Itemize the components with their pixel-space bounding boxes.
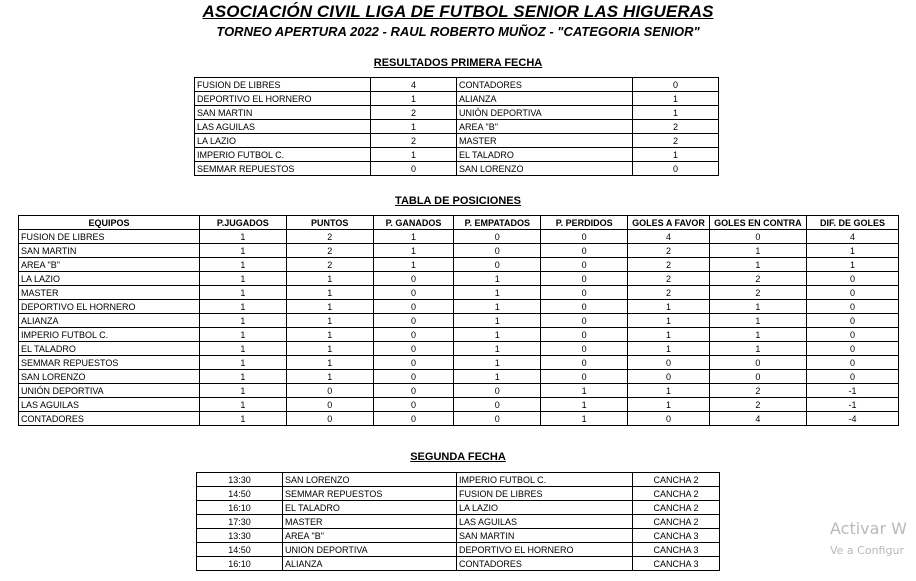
stat-cell: 1: [373, 244, 454, 258]
away-score-cell: 2: [633, 120, 719, 134]
kickoff-time-cell: 16:10: [197, 501, 283, 515]
stat-cell: 4: [628, 230, 710, 244]
stat-cell: 0: [373, 342, 454, 356]
home-team-cell: SEMMAR REPUESTOS: [283, 487, 457, 501]
watermark-activation-title: Activar W: [830, 519, 907, 538]
stat-cell: 0: [373, 384, 454, 398]
away-team-cell: SAN MARTIN: [457, 529, 633, 543]
stat-cell: 0: [806, 370, 898, 384]
stat-cell: 1: [199, 342, 286, 356]
kickoff-time-cell: 13:30: [197, 529, 283, 543]
standings-row: [19, 342, 899, 356]
results-row: [195, 120, 719, 134]
standings-row: [19, 244, 899, 258]
pitch-cell: CANCHA 2: [633, 473, 720, 487]
team-name-cell: FUSION DE LIBRES: [19, 230, 200, 244]
column-header: P. PERDIDOS: [541, 216, 628, 230]
standings-row: [19, 370, 899, 384]
stat-cell: 0: [541, 230, 628, 244]
home-team-cell: UNION DEPORTIVA: [283, 543, 457, 557]
stat-cell: 1: [628, 342, 710, 356]
stat-cell: 1: [286, 342, 373, 356]
home-team-cell: EL TALADRO: [283, 501, 457, 515]
stat-cell: 0: [373, 328, 454, 342]
stat-cell: 1: [199, 356, 286, 370]
home-team-cell: LAS AGUILAS: [195, 120, 371, 134]
stat-cell: 1: [286, 328, 373, 342]
fixture-row: [197, 501, 720, 515]
stat-cell: 0: [541, 272, 628, 286]
team-name-cell: DEPORTIVO EL HORNERO: [19, 300, 200, 314]
results-row: [195, 106, 719, 120]
home-team-cell: SAN LORENZO: [283, 473, 457, 487]
standings-header-row: [19, 216, 899, 230]
home-team-cell: SEMMAR REPUESTOS: [195, 162, 371, 176]
away-score-cell: 1: [633, 106, 719, 120]
away-team-cell: EL TALADRO: [457, 148, 633, 162]
stat-cell: 0: [454, 230, 541, 244]
pitch-cell: CANCHA 2: [633, 487, 720, 501]
away-score-cell: 0: [633, 78, 719, 92]
away-team-cell: LA LAZIO: [457, 501, 633, 515]
fixtures-table: [196, 472, 720, 571]
stat-cell: 1: [454, 342, 541, 356]
team-name-cell: MASTER: [19, 286, 200, 300]
away-team-cell: FUSION DE LIBRES: [457, 487, 633, 501]
stat-cell: 0: [373, 272, 454, 286]
stat-cell: 1: [199, 230, 286, 244]
stat-cell: 0: [628, 370, 710, 384]
stat-cell: 1: [199, 244, 286, 258]
stat-cell: 1: [709, 244, 806, 258]
stat-cell: 2: [286, 258, 373, 272]
stat-cell: 1: [709, 314, 806, 328]
fixtures-heading: SEGUNDA FECHA: [410, 451, 506, 463]
stat-cell: 0: [373, 412, 454, 426]
standings-row: [19, 384, 899, 398]
stat-cell: 0: [541, 286, 628, 300]
kickoff-time-cell: 14:50: [197, 487, 283, 501]
stat-cell: 1: [286, 272, 373, 286]
stat-cell: 0: [806, 328, 898, 342]
team-name-cell: SEMMAR REPUESTOS: [19, 356, 200, 370]
stat-cell: 1: [541, 384, 628, 398]
stat-cell: 0: [541, 314, 628, 328]
stat-cell: 2: [709, 272, 806, 286]
standings-row: [19, 412, 899, 426]
home-team-cell: DEPORTIVO EL HORNERO: [195, 92, 371, 106]
home-score-cell: 2: [371, 106, 457, 120]
home-score-cell: 0: [371, 162, 457, 176]
stat-cell: 1: [709, 342, 806, 356]
stat-cell: 1: [454, 286, 541, 300]
away-score-cell: 1: [633, 148, 719, 162]
standings-heading: TABLA DE POSICIONES: [395, 195, 521, 207]
standings-row: [19, 272, 899, 286]
stat-cell: 0: [373, 300, 454, 314]
stat-cell: 1: [628, 398, 710, 412]
team-name-cell: AREA "B": [19, 258, 200, 272]
results-row: [195, 134, 719, 148]
fixture-row: [197, 473, 720, 487]
stat-cell: 4: [806, 230, 898, 244]
stat-cell: 1: [806, 258, 898, 272]
team-name-cell: CONTADORES: [19, 412, 200, 426]
standings-row: [19, 328, 899, 342]
stat-cell: 0: [806, 342, 898, 356]
stat-cell: 0: [286, 384, 373, 398]
stat-cell: 0: [541, 300, 628, 314]
team-name-cell: EL TALADRO: [19, 342, 200, 356]
column-header: DIF. DE GOLES: [806, 216, 898, 230]
home-score-cell: 1: [371, 148, 457, 162]
away-team-cell: LAS AGUILAS: [457, 515, 633, 529]
standings-row: [19, 230, 899, 244]
stat-cell: 1: [628, 328, 710, 342]
stat-cell: 0: [541, 356, 628, 370]
pitch-cell: CANCHA 3: [633, 529, 720, 543]
stat-cell: 1: [286, 286, 373, 300]
stat-cell: 0: [628, 412, 710, 426]
home-team-cell: AREA "B": [283, 529, 457, 543]
stat-cell: 2: [709, 384, 806, 398]
stat-cell: 1: [286, 370, 373, 384]
results-row: [195, 78, 719, 92]
stat-cell: 1: [709, 328, 806, 342]
stat-cell: 1: [286, 314, 373, 328]
stat-cell: 1: [628, 300, 710, 314]
kickoff-time-cell: 17:30: [197, 515, 283, 529]
home-score-cell: 1: [371, 120, 457, 134]
team-name-cell: IMPERIO FUTBOL C.: [19, 328, 200, 342]
column-header: GOLES A FAVOR: [628, 216, 710, 230]
column-header: EQUIPOS: [19, 216, 200, 230]
away-team-cell: CONTADORES: [457, 557, 633, 571]
stat-cell: 4: [709, 412, 806, 426]
stat-cell: 1: [199, 314, 286, 328]
fixture-row: [197, 543, 720, 557]
stat-cell: 2: [628, 272, 710, 286]
away-score-cell: 2: [633, 134, 719, 148]
stat-cell: 1: [454, 328, 541, 342]
stat-cell: 0: [454, 244, 541, 258]
stat-cell: 0: [709, 230, 806, 244]
away-team-cell: MASTER: [457, 134, 633, 148]
team-name-cell: LA LAZIO: [19, 272, 200, 286]
column-header: P.JUGADOS: [199, 216, 286, 230]
stat-cell: 0: [454, 398, 541, 412]
away-team-cell: DEPORTIVO EL HORNERO: [457, 543, 633, 557]
stat-cell: 0: [709, 370, 806, 384]
stat-cell: 1: [541, 412, 628, 426]
home-team-cell: IMPERIO FUTBOL C.: [195, 148, 371, 162]
standings-row: [19, 314, 899, 328]
stat-cell: 0: [454, 258, 541, 272]
stat-cell: 1: [628, 314, 710, 328]
away-team-cell: AREA "B": [457, 120, 633, 134]
pitch-cell: CANCHA 2: [633, 515, 720, 529]
stat-cell: 1: [541, 398, 628, 412]
stat-cell: 1: [199, 384, 286, 398]
column-header: GOLES EN CONTRA: [709, 216, 806, 230]
stat-cell: 1: [199, 398, 286, 412]
standings-row: [19, 286, 899, 300]
stat-cell: 0: [373, 370, 454, 384]
standings-row: [19, 398, 899, 412]
away-score-cell: 0: [633, 162, 719, 176]
away-team-cell: ALIANZA: [457, 92, 633, 106]
stat-cell: 1: [199, 300, 286, 314]
results-row: [195, 148, 719, 162]
stat-cell: 1: [454, 314, 541, 328]
results-row: [195, 162, 719, 176]
standings-row: [19, 356, 899, 370]
stat-cell: 1: [373, 230, 454, 244]
stat-cell: -4: [806, 412, 898, 426]
stat-cell: -1: [806, 398, 898, 412]
away-team-cell: UNIÓN DEPORTIVA: [457, 106, 633, 120]
home-team-cell: MASTER: [283, 515, 457, 529]
away-team-cell: SAN LORENZO: [457, 162, 633, 176]
fixture-row: [197, 487, 720, 501]
standings-table: [18, 215, 899, 426]
column-header: P. EMPATADOS: [454, 216, 541, 230]
stat-cell: 0: [541, 342, 628, 356]
stat-cell: 0: [373, 314, 454, 328]
pitch-cell: CANCHA 2: [633, 501, 720, 515]
stat-cell: 0: [806, 314, 898, 328]
stat-cell: 1: [199, 272, 286, 286]
stat-cell: -1: [806, 384, 898, 398]
stat-cell: 2: [286, 230, 373, 244]
stat-cell: 1: [709, 300, 806, 314]
stat-cell: 1: [199, 328, 286, 342]
stat-cell: 0: [454, 412, 541, 426]
page-title: ASOCIACIÓN CIVIL LIGA DE FUTBOL SENIOR LAS HIGUERAS: [202, 2, 714, 21]
pitch-cell: CANCHA 3: [633, 557, 720, 571]
stat-cell: 0: [373, 398, 454, 412]
stat-cell: 0: [454, 384, 541, 398]
team-name-cell: LAS AGUILAS: [19, 398, 200, 412]
stat-cell: 1: [286, 300, 373, 314]
away-team-cell: CONTADORES: [457, 78, 633, 92]
stat-cell: 2: [628, 258, 710, 272]
stat-cell: 0: [541, 328, 628, 342]
pitch-cell: CANCHA 3: [633, 543, 720, 557]
results-row: [195, 92, 719, 106]
stat-cell: 1: [454, 300, 541, 314]
column-header: PUNTOS: [286, 216, 373, 230]
stat-cell: 0: [806, 300, 898, 314]
stat-cell: 1: [199, 370, 286, 384]
stat-cell: 0: [628, 356, 710, 370]
page-subtitle: TORNEO APERTURA 2022 - RAUL ROBERTO MUÑOZ - "CATEGORIA SENIOR": [216, 24, 700, 39]
stat-cell: 0: [709, 356, 806, 370]
column-header: P. GANADOS: [373, 216, 454, 230]
away-score-cell: 1: [633, 92, 719, 106]
stat-cell: 1: [454, 370, 541, 384]
results-heading: RESULTADOS PRIMERA FECHA: [373, 57, 543, 69]
stat-cell: 2: [709, 286, 806, 300]
home-team-cell: FUSION DE LIBRES: [195, 78, 371, 92]
kickoff-time-cell: 14:50: [197, 543, 283, 557]
stat-cell: 2: [709, 398, 806, 412]
team-name-cell: ALIANZA: [19, 314, 200, 328]
standings-row: [19, 258, 899, 272]
stat-cell: 2: [628, 286, 710, 300]
away-team-cell: IMPERIO FUTBOL C.: [457, 473, 633, 487]
stat-cell: 1: [286, 356, 373, 370]
kickoff-time-cell: 16:10: [197, 557, 283, 571]
home-score-cell: 2: [371, 134, 457, 148]
stat-cell: 0: [541, 258, 628, 272]
team-name-cell: UNIÓN DEPORTIVA: [19, 384, 200, 398]
stat-cell: 0: [541, 244, 628, 258]
stat-cell: 1: [628, 384, 710, 398]
team-name-cell: SAN LORENZO: [19, 370, 200, 384]
kickoff-time-cell: 13:30: [197, 473, 283, 487]
stat-cell: 1: [806, 244, 898, 258]
stat-cell: 1: [199, 286, 286, 300]
stat-cell: 0: [806, 286, 898, 300]
home-score-cell: 4: [371, 78, 457, 92]
fixture-row: [197, 529, 720, 543]
home-team-cell: ALIANZA: [283, 557, 457, 571]
stat-cell: 2: [628, 244, 710, 258]
team-name-cell: SAN MARTIN: [19, 244, 200, 258]
home-team-cell: LA LAZIO: [195, 134, 371, 148]
stat-cell: 0: [806, 356, 898, 370]
stat-cell: 1: [709, 258, 806, 272]
standings-row: [19, 300, 899, 314]
stat-cell: 0: [286, 398, 373, 412]
stat-cell: 1: [199, 258, 286, 272]
stat-cell: 0: [541, 370, 628, 384]
stat-cell: 1: [454, 272, 541, 286]
stat-cell: 1: [454, 356, 541, 370]
fixture-row: [197, 515, 720, 529]
stat-cell: 2: [286, 244, 373, 258]
home-score-cell: 1: [371, 92, 457, 106]
home-team-cell: SAN MARTIN: [195, 106, 371, 120]
stat-cell: 0: [286, 412, 373, 426]
fixture-row: [197, 557, 720, 571]
results-table: [194, 77, 719, 176]
stat-cell: 1: [199, 412, 286, 426]
stat-cell: 0: [373, 356, 454, 370]
watermark-activation-subtitle: Ve a Configur: [830, 544, 904, 557]
stat-cell: 1: [373, 258, 454, 272]
stat-cell: 0: [806, 272, 898, 286]
stat-cell: 0: [373, 286, 454, 300]
